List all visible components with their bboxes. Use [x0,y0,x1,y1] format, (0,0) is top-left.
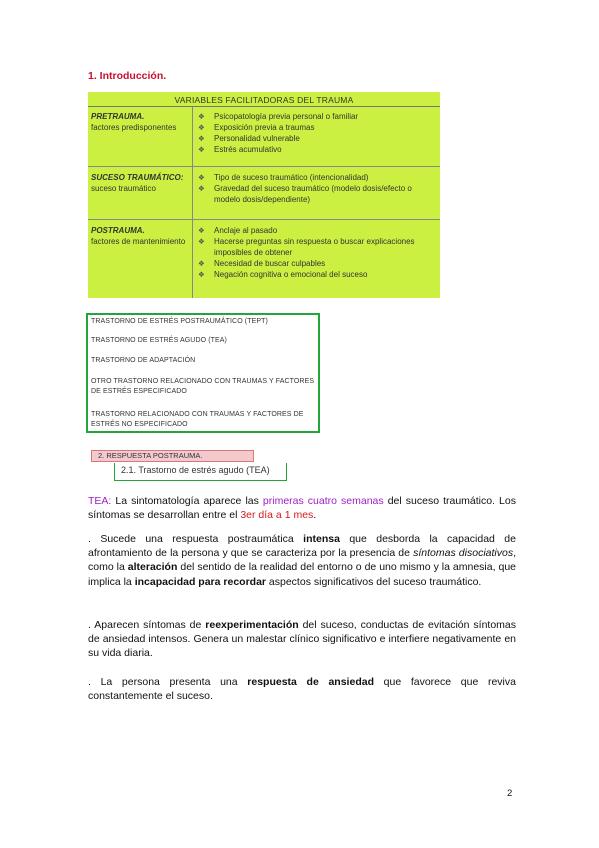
variables-table [88,92,440,298]
disorder-item: TRASTORNO DE ADAPTACIÓN [91,357,196,364]
phase-name: PRETRAUMA. [91,112,145,121]
list-item: ❖ Negación cognitiva o emocional del suceso [198,269,436,280]
text-span: del suceso traumático. Los síntomas se desarrollan entre el [88,495,516,522]
text-span: que favorece que reviva constantemente el suceso. [88,676,516,703]
table-row-phase [91,172,183,194]
section-heading: 1. Introducción. [88,70,167,82]
phase-name: SUCESO TRAUMÁTICO: [91,173,184,182]
text-span: La sintomatología aparece las [111,495,263,507]
variables-table-title: VARIABLES FACILITADORAS DEL TRAUMA [88,95,440,107]
list-item: ❖ Estrés acumulativo [198,144,436,155]
phase-name: POSTRAUMA. [91,226,145,235]
phase-subtitle: suceso traumático [91,184,156,193]
paragraph-anxiety [88,675,516,703]
text-span: . Sucede una respuesta postraumática [88,533,304,545]
text-span: aspectos significativos del suceso traumático. [266,575,482,588]
list-item: ❖ Tipo de suceso traumático (intencionalidad) [198,172,436,183]
bold-text: reexperimentación [205,619,299,631]
table-row-phase [91,225,185,247]
text-span: del sentido de la realidad del entorno o de uno mismo y la amnesia, que implica la [88,561,517,588]
paragraph-tea [88,494,516,522]
bold-text: intensa [303,533,340,545]
bold-text: respuesta de ansiedad [247,676,374,688]
text-span: . La persona presenta una [88,676,248,688]
text-span: . Aparecen síntomas de [88,619,206,631]
text-span: que desborda la capacidad de afrontamiento de la persona y que se caracteriza por la presencia de [88,533,516,560]
highlight-text: primeras cuatro semanas [262,495,384,507]
highlight-text: 3er día a 1 mes [240,509,314,522]
italic-text: síntomas disociativos [413,547,514,560]
page-number: 2 [507,788,513,799]
tea-label: TEA: [88,495,112,507]
disorder-item: OTRO TRASTORNO RELACIONADO CON TRAUMAS Y FACTORES DE ESTRÉS ESPECIFICADO [91,378,315,395]
disorder-item: TRASTORNO RELACIONADO CON TRAUMAS Y FACTORES DE ESTRÉS NO ESPECIFICADO [91,411,304,428]
table-row-items [198,172,436,205]
text-span: . [313,509,317,522]
disorder-item: TRASTORNO DE ESTRÉS AGUDO (TEA) [91,337,227,344]
bold-text: alteración [127,561,178,574]
table-row-phase [91,111,176,133]
list-item: ❖ Hacerse preguntas sin respuesta o buscar explicaciones imposibles de obtener [198,236,436,258]
list-item: ❖ Anclaje al pasado [198,225,436,236]
table-row-divider [88,166,440,167]
disorder-item: TRASTORNO DE ESTRÉS POSTRAUMÁTICO (TEPT) [91,318,268,325]
list-item: ❖ Exposición previa a traumas [198,122,436,133]
disorders-box [86,313,320,433]
text-span: , como la [88,547,516,574]
table-row-divider [88,219,440,220]
list-item: ❖ Psicopatología previa personal o familiar [198,111,436,122]
paragraph-symptoms [88,532,516,589]
subsection-tab: 2.1. Trastorno de estrés agudo (TEA) [114,463,287,481]
phase-subtitle: factores predisponentes [91,123,177,132]
list-item: ❖ Personalidad vulnerable [198,133,436,144]
table-row-items [198,225,436,280]
table-divider [192,107,193,298]
list-item: ❖ Gravedad del suceso traumático (modelo dosis/efecto o modelo dosis/dependiente) [198,183,436,205]
phase-subtitle: factores de mantenimiento [91,237,186,246]
bold-text: incapacidad para recordar [134,575,266,588]
section-tab: 2. RESPUESTA POSTRAUMA. [91,450,254,462]
paragraph-reexperience [88,618,516,661]
table-row-items [198,111,436,155]
list-item: ❖ Necesidad de buscar culpables [198,258,436,269]
text-span: del suceso, conductas de evitación síntomas de ansiedad intensos. Genera un malestar clínico significativo e interfiere negativamente en su vida diaria. [88,619,516,660]
